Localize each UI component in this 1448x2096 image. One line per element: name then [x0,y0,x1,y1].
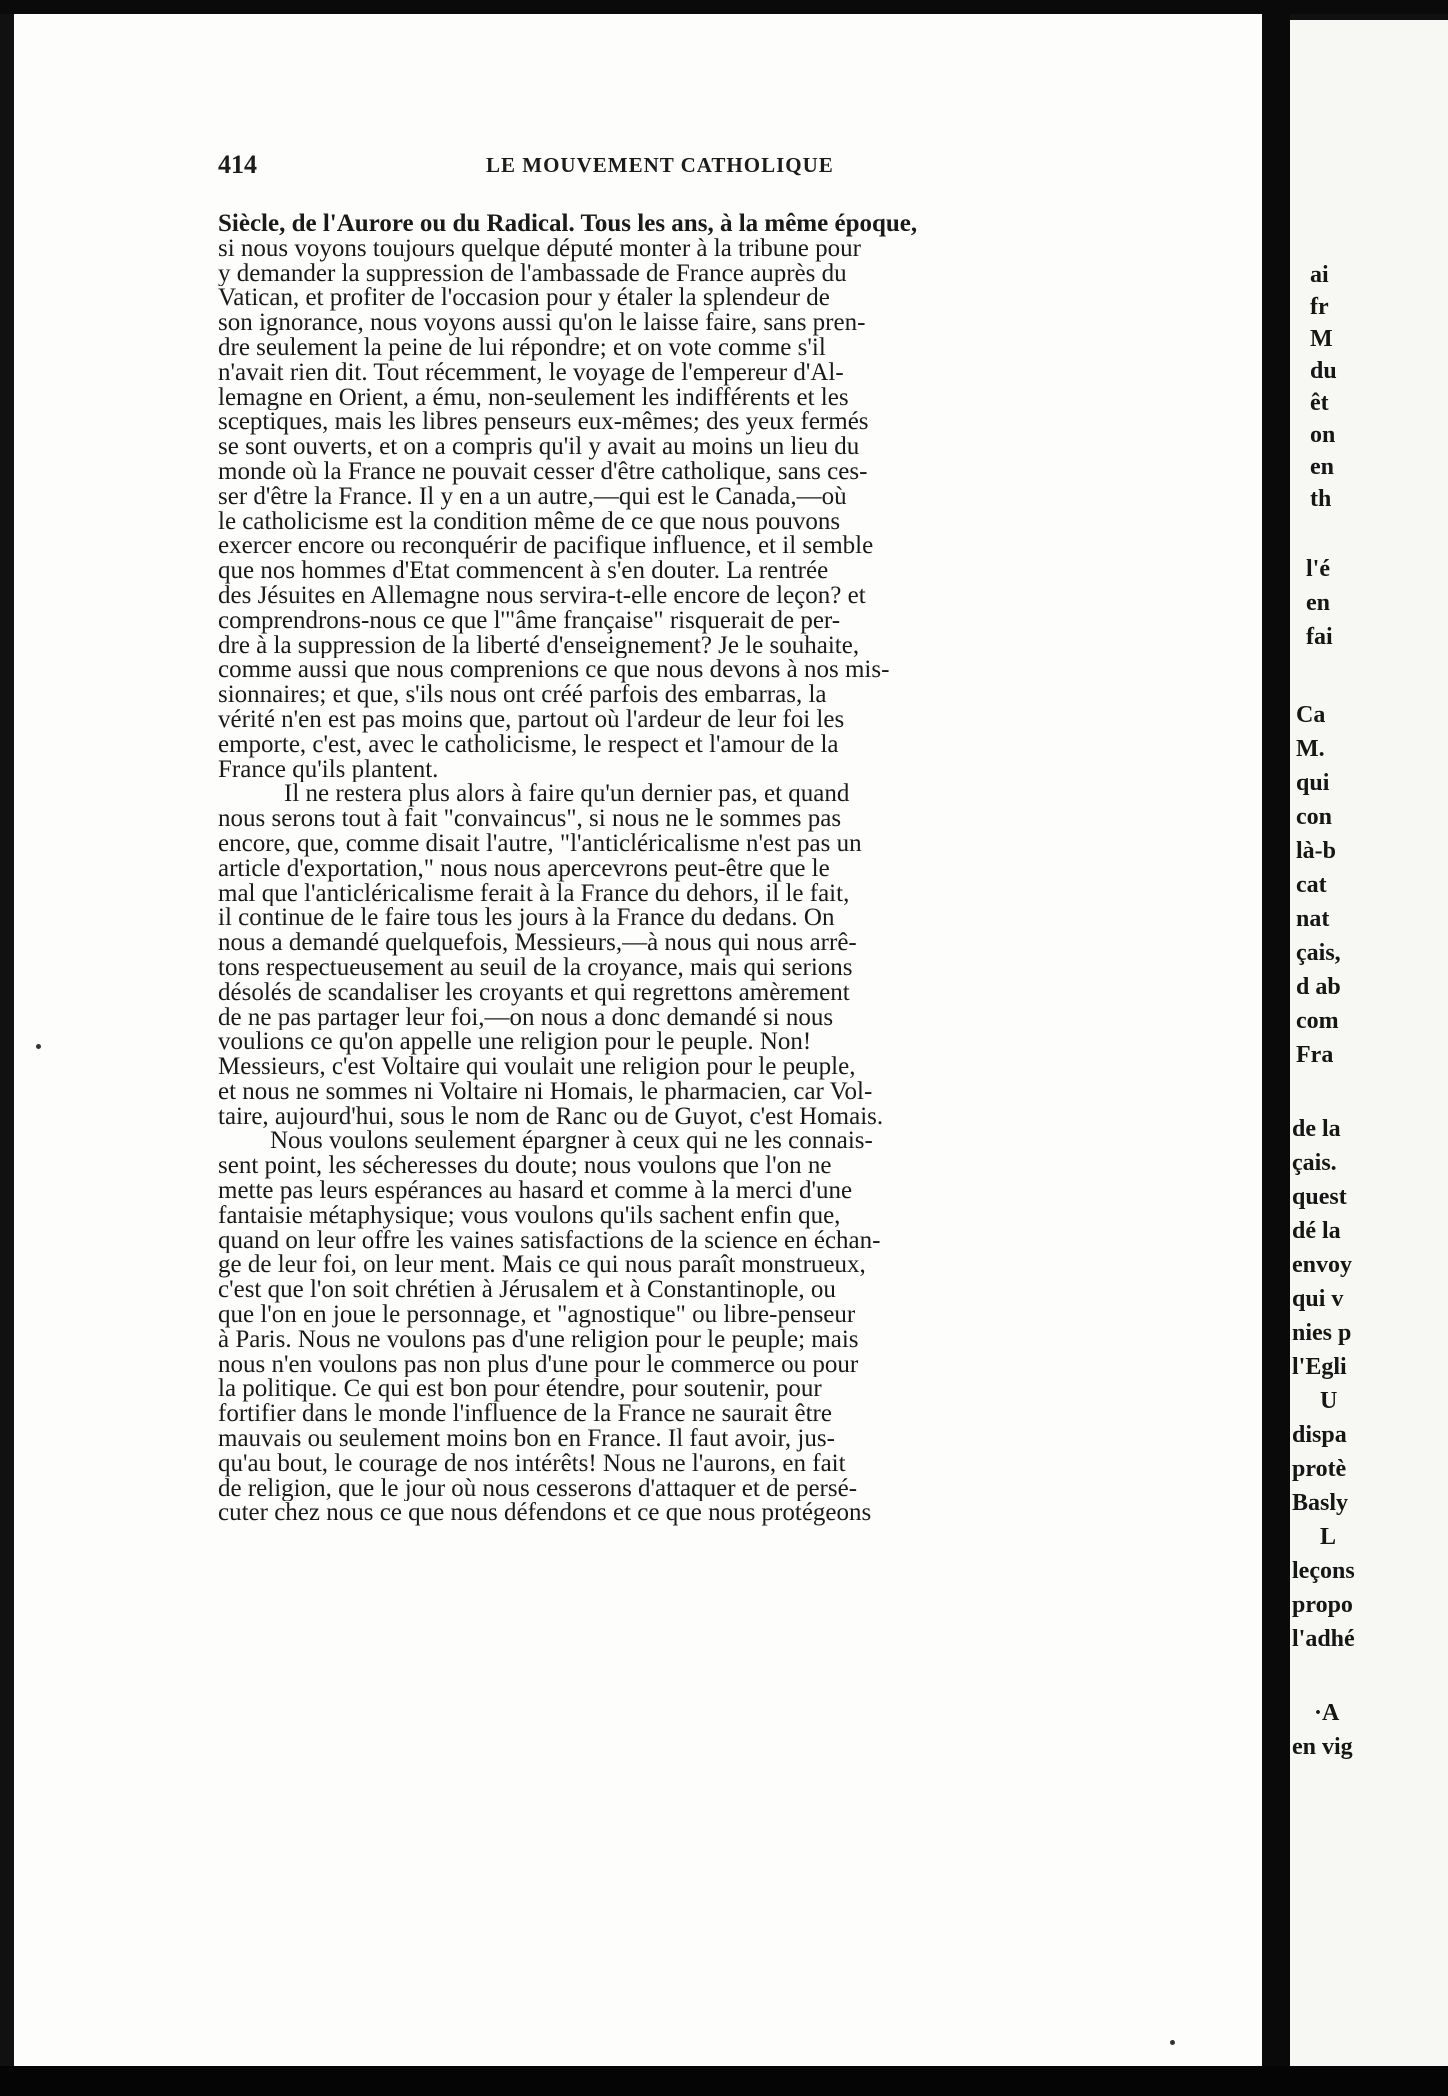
text-line: sionnaires; et que, s'ils nous ont créé parfois des embarras, la [218,683,827,708]
facing-page-fragment-line: L [1320,1524,1337,1550]
facing-page-fragment-line: l'é [1306,556,1330,582]
text-line: mal que l'anticléricalisme ferait à la France du dehors, il le fait, [218,881,850,907]
facing-page-fragment-line: Basly [1292,1490,1349,1516]
text-line: fortifier dans le monde l'influence de la France ne saurait être [218,1402,832,1428]
text-line: Il ne restera plus alors à faire qu'un dernier pas, et quand [284,782,850,808]
text-line: lemagne en Orient, a ému, non-seulement les indifférents et les [218,385,849,411]
facing-page-fragment-line: ai [1310,262,1329,288]
text-line: cuter chez nous ce que nous défendons et ce que nous protégeons [218,1501,872,1527]
text-line: désolés de scandaliser les croyants et qui regrettons amèrement [218,980,850,1006]
facing-page-fragment-line: quest [1292,1184,1347,1210]
text-line: fantaisie métaphysique; vous voulons qu'ils sachent enfin que, [218,1203,841,1229]
text-line: ser d'être la France. Il y en a un autre,—qui est le Canada,—où [218,484,847,510]
margin-speck [1170,2040,1175,2045]
facing-page-fragment-line: on [1310,422,1336,448]
text-line: voulions ce qu'on appelle une religion pour le peuple. Non! [218,1030,812,1056]
facing-page-fragment-line: propo [1292,1592,1353,1618]
text-line: y demander la suppression de l'ambassade de France auprès du [218,261,847,287]
text-line: que nos hommes d'Etat commencent à s'en douter. La rentrée [218,559,829,584]
text-line: des Jésuites en Allemagne nous servira-t-elle encore de leçon? et [218,583,866,609]
text-line: Siècle, de l'Aurore ou du Radical. Tous les ans, à la même époque, [218,212,918,237]
text-line: sent point, les sécheresses du doute; nous voulons que l'on ne [218,1154,832,1180]
text-line: nous a demandé quelquefois, Messieurs,—à nous qui nous arrê- [218,931,857,956]
margin-speck [36,1044,41,1049]
text-line: emporte, c'est, avec le catholicisme, le respect et l'amour de la [218,732,839,758]
facing-page-fragment-line: ·A [1314,1700,1340,1726]
facing-page-fragment-line: M [1310,326,1333,352]
text-line: c'est que l'on soit chrétien à Jérusalem et à Constantinople, ou [218,1278,836,1304]
page-number: 414 [218,150,257,179]
facing-page-fragment-line: là-b [1296,838,1337,864]
text-line: comme aussi que nous comprenions ce que nous devons à nos mis- [218,658,890,684]
text-line: il continue de le faire tous les jours à la France du dedans. On [218,906,835,932]
body-text [218,212,1146,1526]
text-line: vérité n'en est pas moins que, partout où l'ardeur de leur foi les [218,707,845,733]
facing-page-fragment-line: dé la [1292,1218,1341,1244]
text-line: dre seulement la peine de lui répondre; et on vote comme s'il [218,335,826,361]
facing-page-fragment-line: qui v [1292,1286,1344,1312]
text-line: et nous ne sommes ni Voltaire ni Homais, le pharmacien, car Vol- [218,1079,873,1105]
text-line: ge de leur foi, on leur ment. Mais ce qui nous paraît monstrueux, [218,1253,866,1279]
text-line: que l'on en joue le personnage, et "agnostique" ou libre-penseur [218,1303,856,1328]
facing-page-fragment-line: com [1296,1008,1339,1034]
facing-page-fragment-line: U [1320,1388,1338,1414]
text-line: article d'exportation," nous nous apercevrons peut-être que le [218,856,830,882]
facing-page-fragment-line: du [1310,358,1337,384]
text-line: le catholicisme est la condition même de ce que nous pouvons [218,509,841,535]
facing-page-fragment-line: con [1296,804,1332,830]
facing-page-fragment-line: en vig [1292,1734,1353,1760]
text-line: France qu'ils plantent. [218,757,439,783]
text-line: dre à la suppression de la liberté d'enseignement? Je le souhaite, [218,633,860,659]
running-head [218,150,1143,180]
facing-page-fragment-line: en [1306,590,1330,616]
facing-page-fragment-line: Ca [1296,702,1326,728]
text-line: qu'au bout, le courage de nos intérêts! Nous ne l'aurons, en fait [218,1451,846,1477]
facing-page-fragment-line: Fra [1296,1042,1334,1068]
facing-page-fragment-line: çais. [1292,1150,1337,1176]
facing-page-fragment-line: nies p [1292,1320,1352,1346]
text-line: Messieurs, c'est Voltaire qui voulait une religion pour le peuple, [218,1055,856,1080]
text-line: encore, que, comme disait l'autre, "l'anticléricalisme n'est pas un [218,831,862,857]
text-line: sceptiques, mais les libres penseurs eux-mêmes; des yeux fermés [218,410,869,436]
text-line: tons respectueusement au seuil de la croyance, mais qui serions [218,955,853,981]
text-line: nous n'en voulons pas non plus d'une pour le commerce ou pour [218,1352,859,1378]
text-line: Nous voulons seulement épargner à ceux qui ne les connais- [270,1129,873,1155]
text-line: exercer encore ou reconquérir de pacifique influence, et il semble [218,534,874,560]
scan-border-top [0,0,1448,14]
facing-page-fragment-line: dispa [1292,1422,1347,1448]
text-line: si nous voyons toujours quelque député monter à la tribune pour [218,236,861,262]
text-line: de ne pas partager leur foi,—on nous a donc demandé si nous [218,1005,834,1031]
facing-page-fragment-line: leçons [1292,1558,1355,1584]
text-line: monde où la France ne pouvait cesser d'être catholique, sans ces- [218,459,868,485]
facing-page-fragment-line: nat [1296,906,1330,932]
facing-page-fragment-line: l'adhé [1292,1626,1355,1652]
facing-page-fragment-line: cat [1296,872,1327,898]
text-line: comprendrons-nous ce que l'"âme française" risquerait de per- [218,608,841,634]
facing-page-fragment [1290,20,1448,2068]
text-line: quand on leur offre les vaines satisfactions de la science en échan- [218,1228,881,1254]
text-line: n'avait rien dit. Tout récemment, le voyage de l'empereur d'Al- [218,360,844,386]
facing-page-fragment-line: th [1310,486,1332,512]
text-line: mette pas leurs espérances au hasard et comme à la merci d'une [218,1179,853,1204]
facing-page-fragment-line: envoy [1292,1252,1352,1278]
facing-page-fragment-line: l'Egli [1292,1354,1347,1380]
text-line: la politique. Ce qui est bon pour étendre, pour soutenir, pour [218,1377,822,1403]
facing-page-fragment-line: fai [1306,624,1333,650]
facing-page-fragment-line: en [1310,454,1334,480]
text-line: son ignorance, nous voyons aussi qu'on le laisse faire, sans pren- [218,311,866,336]
facing-page-fragment-line: de la [1292,1116,1341,1142]
facing-page-fragment-line: qui [1296,770,1330,796]
text-line: nous serons tout à fait "convaincus", si nous ne le sommes pas [218,807,842,832]
facing-page-fragment-line: çais, [1296,940,1341,966]
facing-page-fragment-line: protè [1292,1456,1347,1482]
book-gutter [1262,0,1290,2096]
text-line: à Paris. Nous ne voulons pas d'une religion pour le peuple; mais [218,1327,859,1353]
facing-page-fragment-line: êt [1310,390,1329,416]
text-line: de religion, que le jour où nous cesserons d'attaquer et de persé- [218,1476,858,1502]
facing-page-fragment-line: M. [1296,736,1325,762]
scan-border-bottom [0,2066,1448,2096]
text-line: mauvais ou seulement moins bon en France. Il faut avoir, jus- [218,1427,835,1452]
facing-page-fragment-line: d ab [1296,974,1341,1000]
text-line: se sont ouverts, et on a compris qu'il y avait au moins un lieu du [218,435,860,460]
text-line: Vatican, et profiter de l'occasion pour y étaler la splendeur de [218,286,830,312]
facing-page-fragment-line: fr [1310,294,1329,320]
running-title: LE MOUVEMENT CATHOLIQUE [486,153,834,177]
text-line: taire, aujourd'hui, sous le nom de Ranc ou de Guyot, c'est Homais. [218,1104,884,1130]
